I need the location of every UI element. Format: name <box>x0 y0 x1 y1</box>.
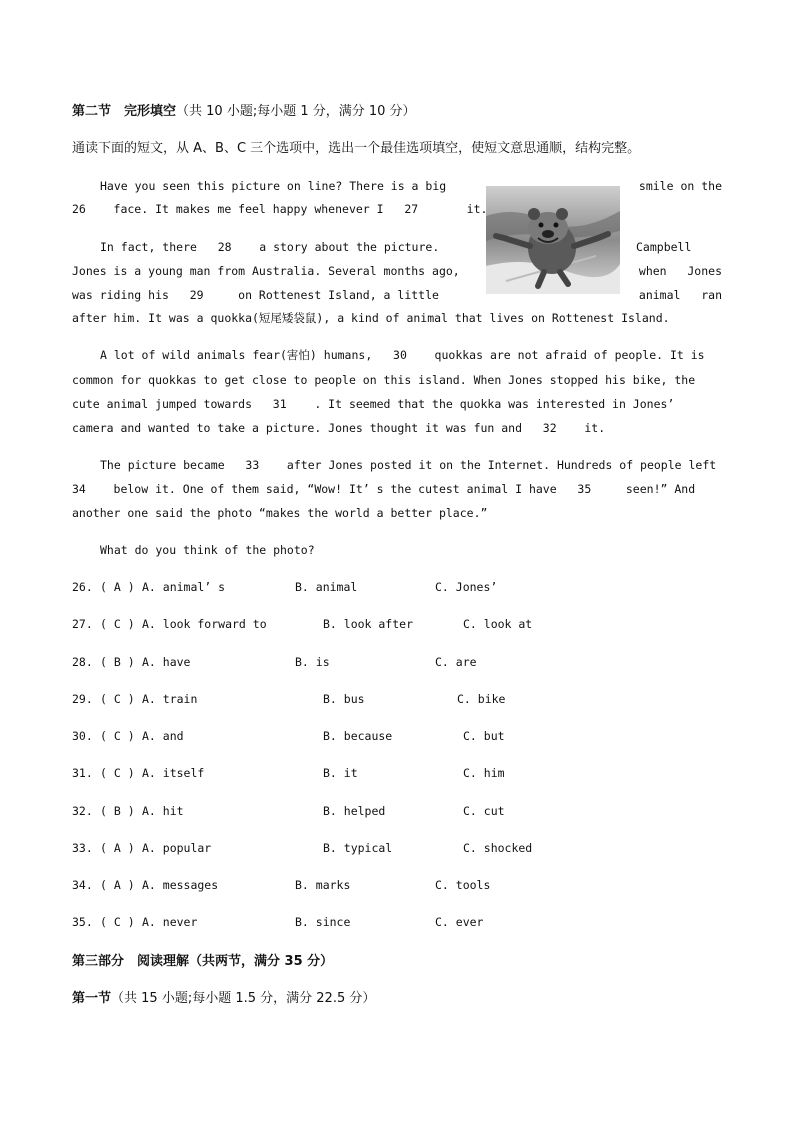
option-a: A. and <box>142 729 184 743</box>
passage-line: cute animal jumped towards 31 . It seemed that the quokka was interested in Jones’ <box>72 397 675 411</box>
option-c: C. cut <box>463 804 505 818</box>
option-b: B. because <box>323 729 393 743</box>
option-a: A. messages <box>142 878 219 892</box>
section2-instruction: 通读下面的短文，从 A、B、C 三个选项中，选出一个最佳选项填空，使短文意思通顺，结构完整。 <box>72 141 641 156</box>
quokka-photo <box>486 186 620 294</box>
question-answer: ( B ) <box>100 804 135 818</box>
option-b: B. it <box>323 766 358 780</box>
question-answer: ( C ) <box>100 729 135 743</box>
part3-sub-bold: 第一节 <box>72 991 112 1006</box>
question-number: 34. <box>72 878 93 892</box>
option-c: C. ever <box>435 915 484 929</box>
option-a: A. have <box>142 655 191 669</box>
passage-line: 26 face. It makes me feel happy whenever I 27 it. <box>72 202 488 216</box>
option-a: A. never <box>142 915 198 929</box>
option-a: A. itself <box>142 766 205 780</box>
passage-line: In fact, there 28 a story about the picture. <box>100 240 440 254</box>
option-c: C. but <box>463 729 505 743</box>
passage-line: The picture became 33 after Jones posted it on the Internet. Hundreds of people left <box>100 458 717 472</box>
question-number: 30. <box>72 729 93 743</box>
question-answer: ( A ) <box>100 841 135 855</box>
question-number: 26. <box>72 580 93 594</box>
question-number: 35. <box>72 915 93 929</box>
question-number: 27. <box>72 617 93 631</box>
question-answer: ( C ) <box>100 617 135 631</box>
option-c: C. bike <box>457 692 506 706</box>
question-answer: ( B ) <box>100 655 135 669</box>
passage-line: after him. It was a quokka(短尾矮袋鼠), a kind of animal that lives on Rottenest Island. <box>72 311 670 325</box>
option-c: C. tools <box>435 878 491 892</box>
option-b: B. typical <box>323 841 393 855</box>
part3-title: 第三部分 阅读理解（共两节，满分 35 分） <box>72 954 334 969</box>
part3-subheading <box>72 987 375 1006</box>
option-b: B. marks <box>295 878 351 892</box>
option-a: A. look forward to <box>142 617 267 631</box>
section2-meta: （共 10 小题;每小题 1 分，满分 10 分） <box>176 104 416 119</box>
passage-line: when Jones <box>638 264 722 278</box>
question-answer: ( C ) <box>100 692 135 706</box>
quokka-photo-icon <box>486 186 620 294</box>
option-c: C. look at <box>463 617 533 631</box>
option-a: A. hit <box>142 804 184 818</box>
passage-line: Campbell <box>636 240 692 254</box>
option-b: B. helped <box>323 804 386 818</box>
option-b: B. animal <box>295 580 358 594</box>
part3-sub-meta: （共 15 小题;每小题 1.5 分，满分 22.5 分） <box>111 991 376 1006</box>
option-a: A. animal’ s <box>142 580 226 594</box>
question-answer: ( A ) <box>100 580 135 594</box>
option-a: A. train <box>142 692 198 706</box>
passage-line: smile on the <box>638 179 722 193</box>
question-answer: ( C ) <box>100 766 135 780</box>
question-answer: ( C ) <box>100 915 135 929</box>
option-b: B. since <box>295 915 351 929</box>
option-b: B. is <box>295 655 330 669</box>
passage-line: animal ran <box>638 288 722 302</box>
question-number: 31. <box>72 766 93 780</box>
question-number: 33. <box>72 841 93 855</box>
section2-heading <box>72 100 416 119</box>
option-c: C. him <box>463 766 505 780</box>
passage-line: A lot of wild animals fear(害怕) humans, 30 quokkas are not afraid of people. It is <box>100 348 705 362</box>
section2-title: 第二节 完形填空 <box>72 104 177 119</box>
passage-line: another one said the photo “makes the world a better place.” <box>72 506 488 520</box>
passage-line: What do you think of the photo? <box>100 543 315 557</box>
option-b: B. bus <box>323 692 365 706</box>
option-c: C. shocked <box>463 841 533 855</box>
passage-line: Have you seen this picture on line? There is a big <box>100 179 447 193</box>
passage-line: 34 below it. One of them said, “Wow! It’ s the cutest animal I have 35 seen!” And <box>72 482 696 496</box>
option-a: A. popular <box>142 841 212 855</box>
question-answer: ( A ) <box>100 878 135 892</box>
passage-line: Jones is a young man from Australia. Several months ago, <box>72 264 460 278</box>
option-b: B. look after <box>323 617 414 631</box>
option-c: C. are <box>435 655 477 669</box>
question-number: 32. <box>72 804 93 818</box>
option-c: C. Jones’ <box>435 580 498 594</box>
passage-line: common for quokkas to get close to people on this island. When Jones stopped his bike, the <box>72 373 696 387</box>
question-number: 28. <box>72 655 93 669</box>
question-number: 29. <box>72 692 93 706</box>
passage-line: was riding his 29 on Rottenest Island, a little <box>72 288 439 302</box>
passage-line: camera and wanted to take a picture. Jones thought it was fun and 32 it. <box>72 421 606 435</box>
